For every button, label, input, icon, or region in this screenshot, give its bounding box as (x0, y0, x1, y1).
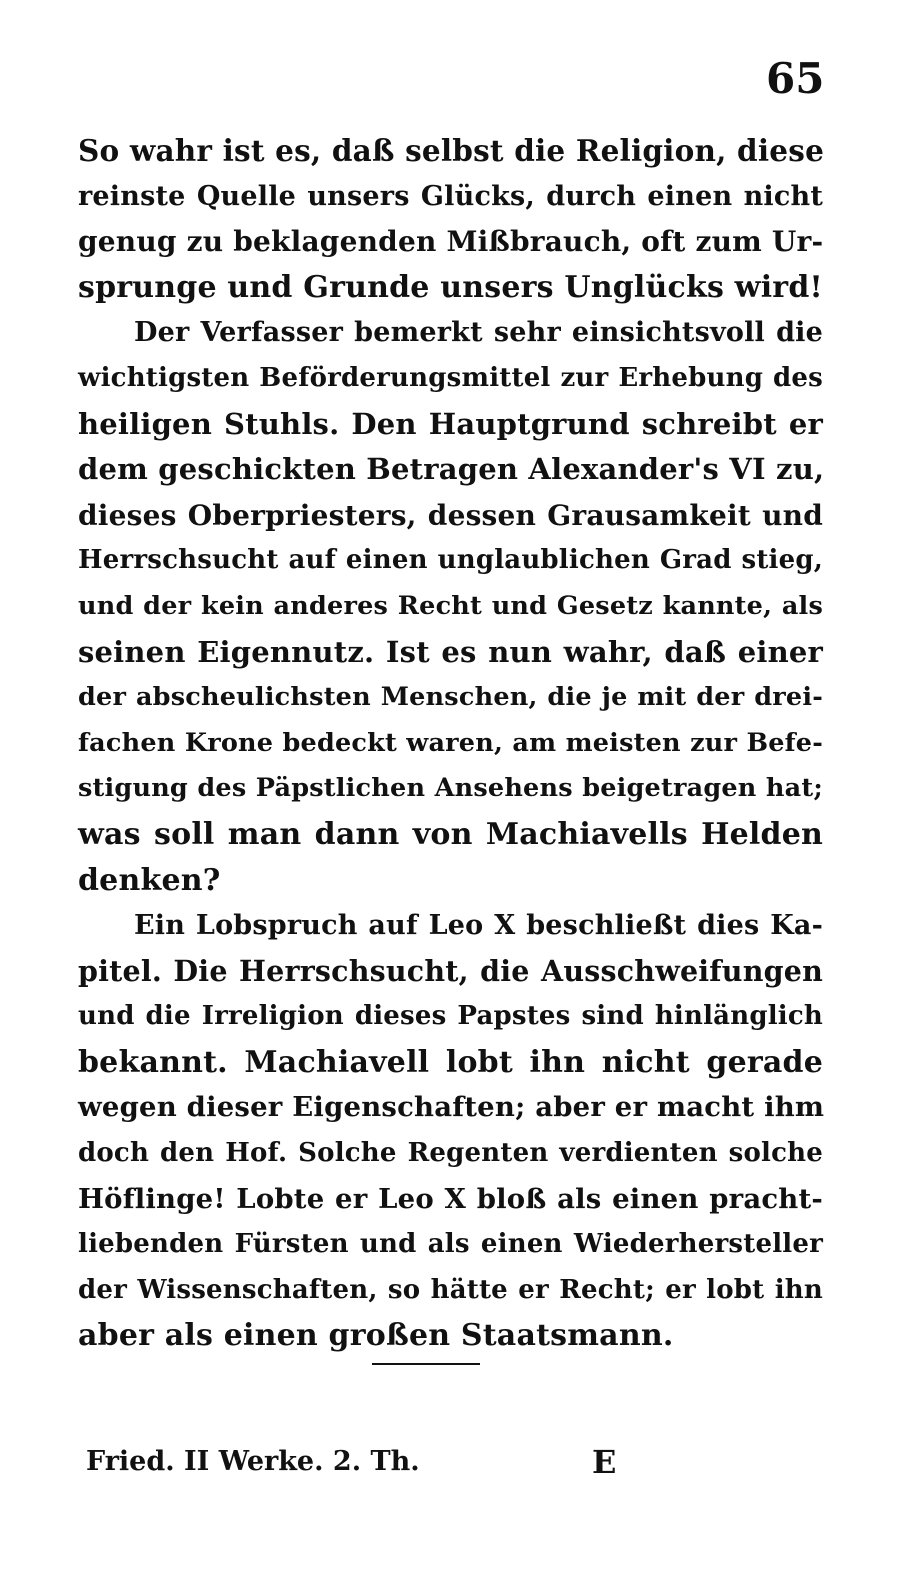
text-line: denken? (78, 862, 221, 898)
section-divider (372, 1363, 480, 1365)
text-line: dem geschickten Betragen Alexander's VI zu, (78, 452, 825, 487)
text-line: der abscheulichsten Menschen, die je mit der drei- (78, 682, 823, 713)
text-line: dieses Oberpriesters, dessen Grausamkeit und (78, 498, 823, 532)
text-line: doch den Hof. Solche Regenten verdienten solche (78, 1138, 823, 1169)
text-line: wegen dieser Eigenschaften; aber er macht ihm (78, 1091, 825, 1124)
footer-sheet-mark: E (592, 1443, 617, 1481)
page-number: 65 (766, 54, 825, 103)
text-line: Herrschsucht auf einen unglaublichen Grad stieg, (78, 545, 823, 576)
text-line: Höflinge! Lobte er Leo X bloß als einen pracht- (78, 1182, 823, 1215)
text-line: reinste Quelle unsers Glücks, durch einen nicht (78, 180, 823, 212)
text-line: fachen Krone bedeckt waren, am meisten zur Befe- (78, 727, 823, 758)
text-line: der Wissenschaften, so hätte er Recht; er lobt ihn (78, 1274, 823, 1305)
text-line: und die Irreligion dieses Papstes sind hinlänglich (78, 1001, 823, 1032)
text-line: heiligen Stuhls. Den Hauptgrund schreibt er (78, 406, 823, 441)
text-line: liebenden Fürsten und als einen Wiederhersteller (78, 1229, 823, 1260)
text-line: bekannt. Machiavell lobt ihn nicht gerade (78, 1044, 823, 1080)
text-line: Der Verfasser bemerkt sehr einsichtsvoll die (134, 317, 823, 349)
text-line: Ein Lobspruch auf Leo X beschließt dies Ka- (134, 910, 823, 942)
text-line: sprunge und Grunde unsers Unglücks wird! (78, 269, 823, 305)
text-line: stigung des Päpstlichen Ansehens beigetragen hat; (78, 773, 823, 804)
text-line: wichtigsten Beförderungsmittel zur Erhebung des (78, 362, 823, 393)
text-line: seinen Eigennutz. Ist es nun wahr, daß einer (78, 634, 823, 669)
text-line: aber als einen großen Staatsmann. (78, 1318, 674, 1354)
text-line: So wahr ist es, daß selbst die Religion, diese (78, 133, 825, 168)
footer-signature: Fried. II Werke. 2. Th. (86, 1446, 420, 1477)
text-line: pitel. Die Herrschsucht, die Ausschweifungen (78, 953, 823, 988)
text-line: genug zu beklagenden Mißbrauch, oft zum Ur- (78, 225, 824, 259)
text-line: und der kein anderes Recht und Gesetz kannte, als (78, 590, 823, 621)
body-text (78, 128, 823, 1359)
text-line: was soll man dann von Machiavells Helden (78, 816, 823, 852)
